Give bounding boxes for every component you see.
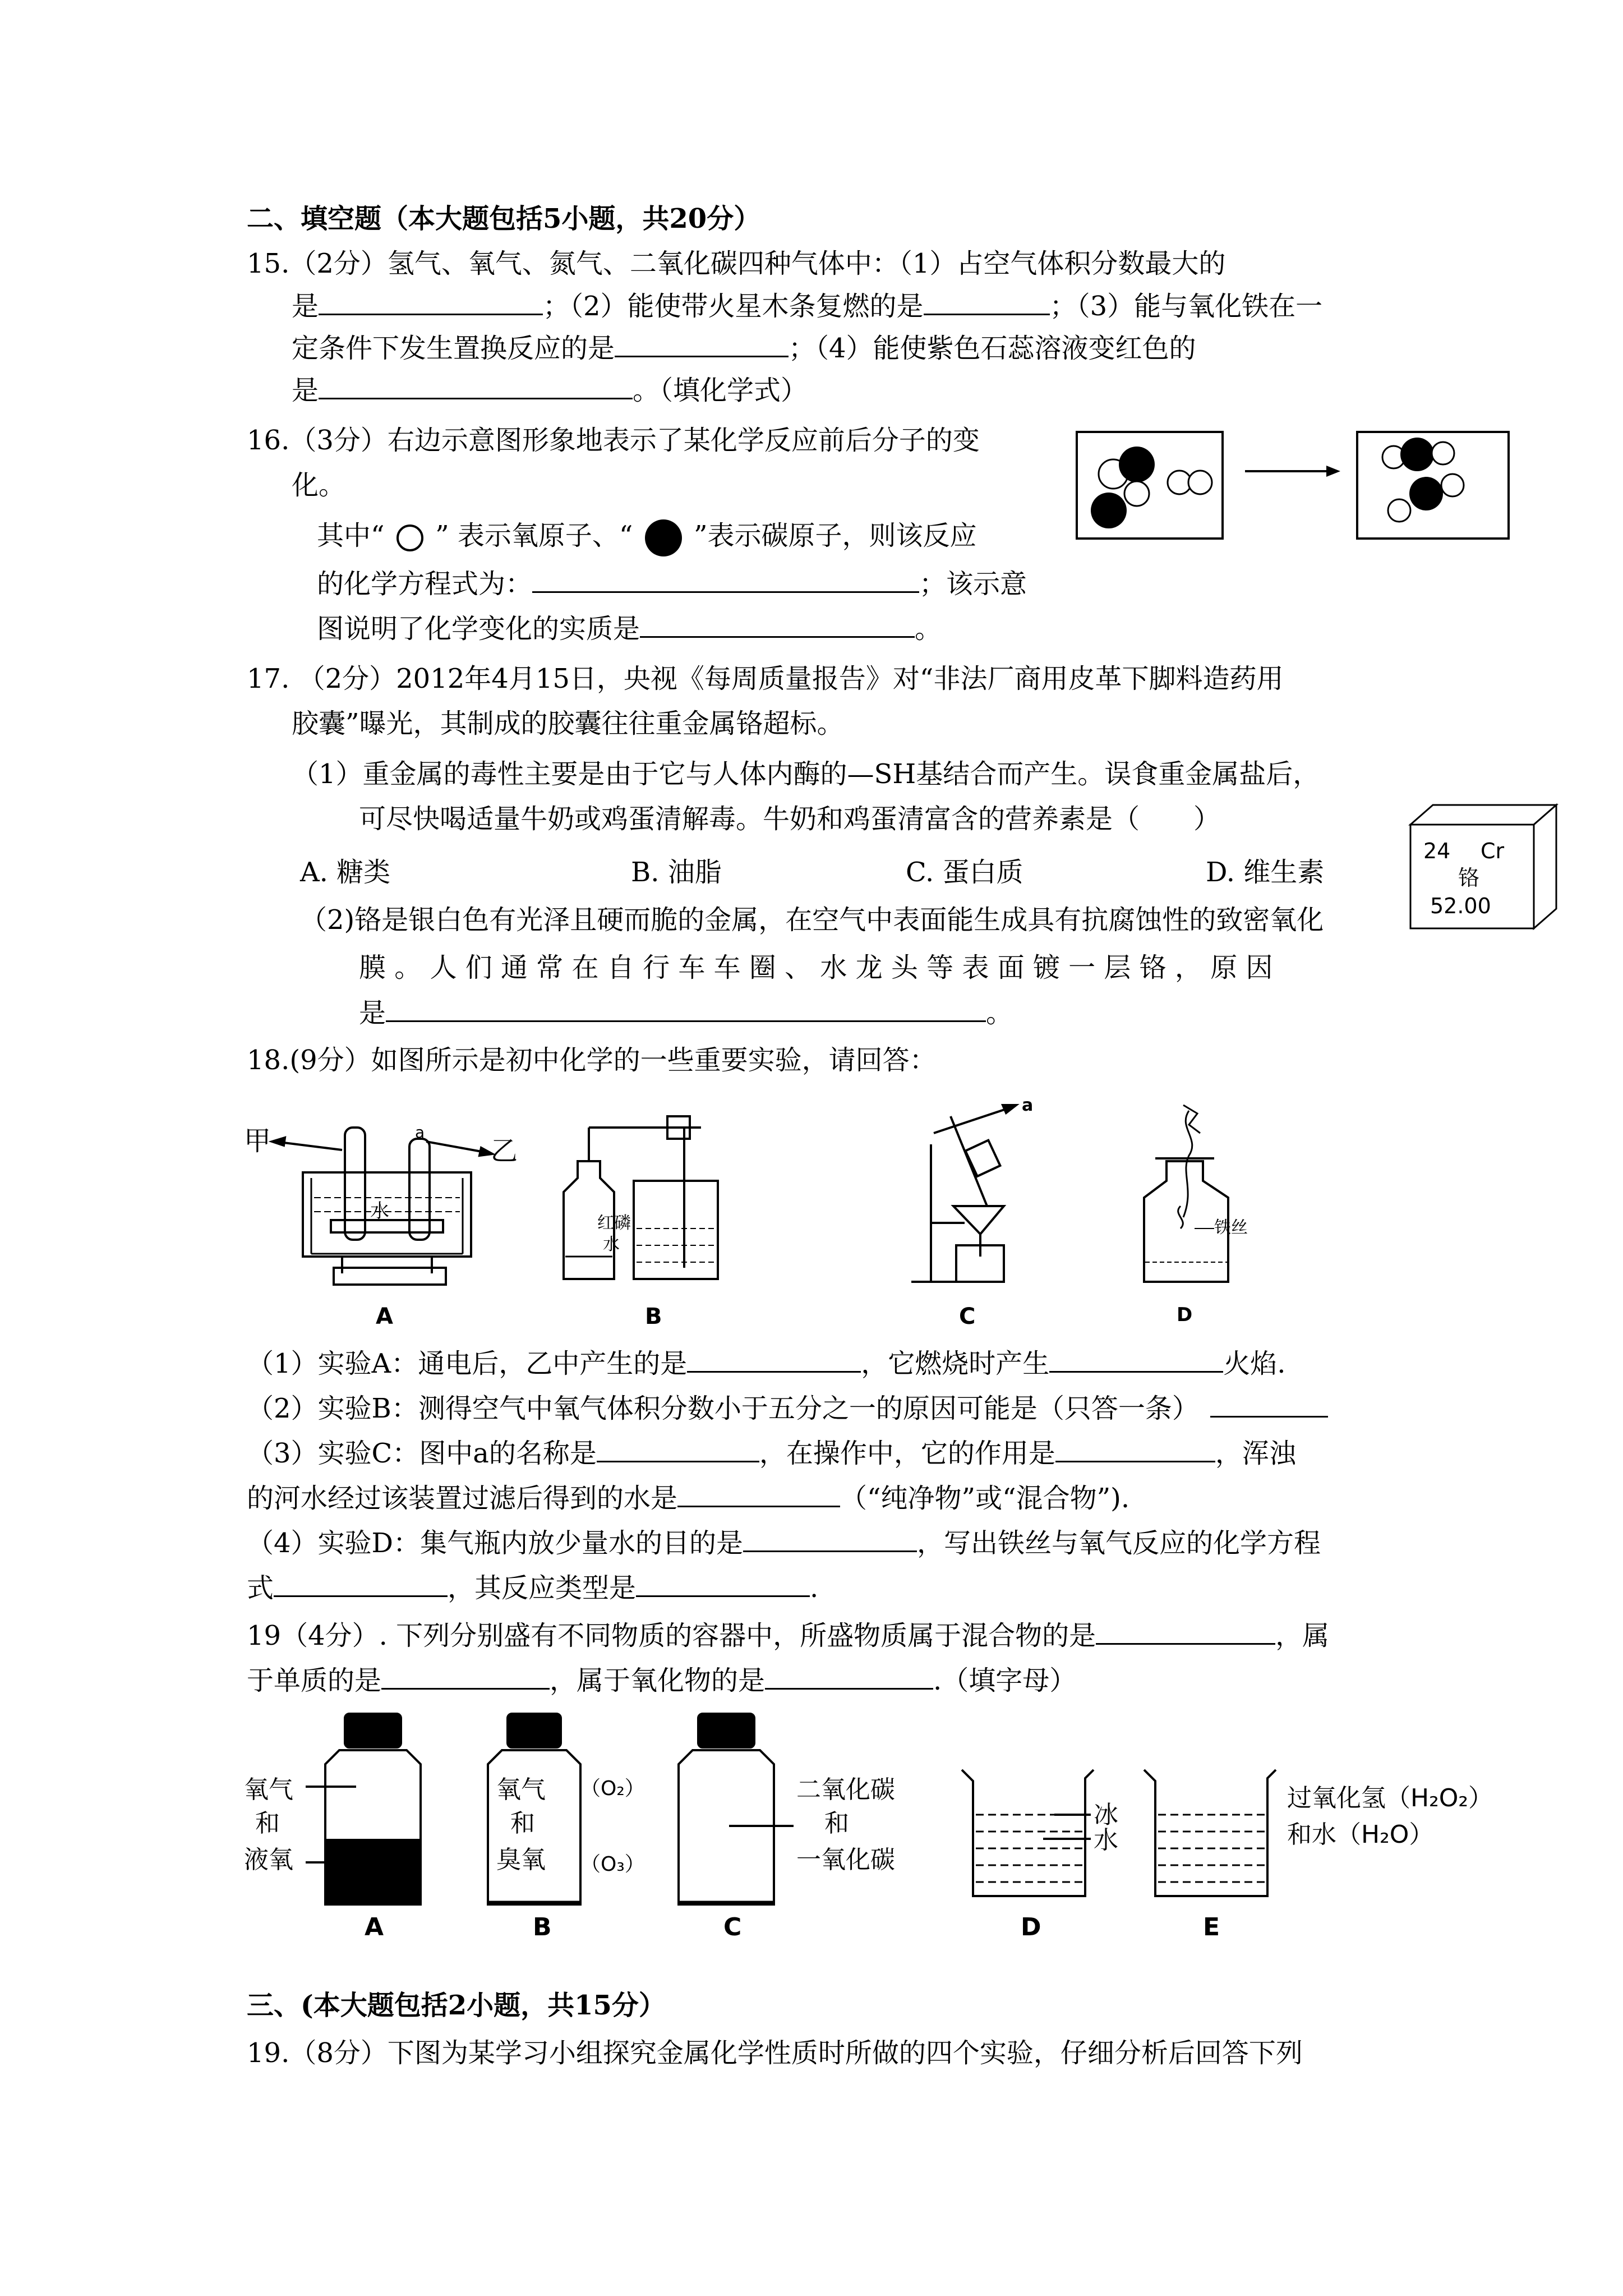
bottle-b-label2: 和 xyxy=(510,1809,535,1838)
q15-blank3[interactable] xyxy=(615,331,789,357)
q18-sub4: （4）实验D：集气瓶内放少量水的目的是 ，写出铁丝与氧气反应的化学方程 xyxy=(247,1526,1321,1560)
carbon-atom xyxy=(1119,447,1155,482)
q17-line2: 胶囊”曝光，其制成的胶囊往往重金属铬超标。 xyxy=(292,708,844,739)
svg-text:水: 水 xyxy=(370,1200,389,1222)
chromium-element-card xyxy=(1408,802,1559,934)
svg-text:红磷: 红磷 xyxy=(597,1213,631,1233)
q18-blank3[interactable] xyxy=(1210,1391,1328,1418)
section-title: 二、填空题（本大题包括5小题，共20分） xyxy=(247,203,761,234)
q17-line3: （1）重金属的毒性主要是由于它与人体内酶的—SH基结合而产生。误食重金属盐后， xyxy=(292,758,1320,790)
q18-blank5[interactable] xyxy=(1055,1436,1215,1462)
beaker-d-label1: 冰 xyxy=(1094,1801,1118,1829)
q15-line2: 是 ；（2）能使带火星木条复燃的是 ；（3）能与氧化铁在一 xyxy=(292,289,1322,323)
bottle-c-label2: 和 xyxy=(824,1809,849,1838)
fig-label-c: C xyxy=(959,1304,976,1329)
apparatus-b-red-phosphorus xyxy=(564,1116,718,1279)
q17-blank[interactable] xyxy=(386,996,986,1022)
bottle-b-formula-o2: （O₂） xyxy=(580,1777,645,1800)
q18-blank6[interactable] xyxy=(677,1481,840,1507)
q18-blank1[interactable] xyxy=(687,1346,861,1373)
bottle-b-formula-o3: （O₃） xyxy=(580,1853,645,1876)
bottle-a-label2: 和 xyxy=(255,1809,280,1838)
bottle-a-label1: 氧气 xyxy=(244,1775,293,1804)
svg-text:a: a xyxy=(1022,1096,1034,1115)
carbon-atom-symbol xyxy=(645,519,682,556)
q18-blank4[interactable] xyxy=(597,1436,759,1462)
container-label-c: C xyxy=(723,1913,742,1941)
svg-text:乙: 乙 xyxy=(491,1135,518,1167)
q16-blank2[interactable] xyxy=(640,611,915,638)
q17-line7: 膜 。 人 们 通 常 在 自 行 车 车 圈 、 水 龙 头 等 表 面 镀 一 层 铬 ， 原 因 xyxy=(359,952,1273,983)
q16-line5: 图说明了化学变化的实质是 。 xyxy=(317,611,942,646)
molecule-diagram xyxy=(1074,426,1517,544)
beaker-e-label2: 和水（H₂O） xyxy=(1287,1820,1434,1849)
q18-sub2: （2）实验B：测得空气中氧气体积分数小于五分之一的原因可能是（只答一条） xyxy=(247,1391,1328,1425)
container-label-a: A xyxy=(365,1913,384,1941)
q15-blank1[interactable] xyxy=(319,289,543,315)
oxygen-atom-symbol xyxy=(396,524,423,551)
q18-blank8[interactable] xyxy=(274,1571,448,1597)
bottle-a-label3: 液氧 xyxy=(244,1846,293,1874)
container-label-e: E xyxy=(1203,1913,1220,1941)
q17-line4: 可尽快喝适量牛奶或鸡蛋清解毒。牛奶和鸡蛋清富含的营养素是（ ） xyxy=(359,803,1221,835)
q18-line1: 18.(9分）如图所示是初中化学的一些重要实验，请回答： xyxy=(247,1045,937,1076)
q18-blank7[interactable] xyxy=(743,1526,917,1552)
q18-sub3: （3）实验C：图中a的名称是 ，在操作中，它的作用是 ，浑浊 xyxy=(247,1436,1296,1470)
section3-title: 三、(本大题包括2小题，共15分） xyxy=(247,1990,666,2021)
svg-text:铁丝: 铁丝 xyxy=(1214,1218,1248,1237)
q19b-line1: 19.（8分）下图为某学习小组探究金属化学性质时所做的四个实验，仔细分析后回答下列 xyxy=(247,2037,1303,2069)
q19-blank3[interactable] xyxy=(765,1663,933,1690)
q19-line2: 于单质的是 ，属于氧化物的是 .（填字母） xyxy=(247,1663,1076,1697)
bottle-c-label3: 一氧化碳 xyxy=(796,1846,895,1874)
q15-blank2[interactable] xyxy=(924,289,1050,315)
q17-option-a[interactable]: A. 糖类 xyxy=(300,857,391,888)
element-symbol: Cr xyxy=(1481,839,1505,863)
bottle-b-label3: 臭氧 xyxy=(496,1846,546,1874)
q19-line1: 19（4分）. 下列分别盛有不同物质的容器中，所盛物质属于混合物的是 ，属 xyxy=(247,1618,1329,1653)
q15-line1: 15.（2分）氢气、氧气、氮气、二氧化碳四种气体中：（1）占空气体积分数最大的 xyxy=(247,248,1226,279)
fig-label-b: B xyxy=(645,1304,662,1329)
q17-option-d[interactable]: D. 维生素 xyxy=(1206,857,1325,888)
bottle-b-label1: 氧气 xyxy=(496,1775,546,1804)
q16-line2: 化。 xyxy=(292,470,346,501)
bottle-a xyxy=(306,1714,421,1904)
svg-text:a: a xyxy=(415,1123,425,1142)
q15-line4: 是 。（填化学式） xyxy=(292,373,808,407)
q19-blank2[interactable] xyxy=(381,1663,550,1690)
experiment-apparatus-figure xyxy=(241,1094,1307,1329)
container-label-b: B xyxy=(533,1913,552,1941)
container-label-d: D xyxy=(1021,1913,1041,1941)
q18-blank9[interactable] xyxy=(636,1571,810,1597)
beaker-d-label2: 水 xyxy=(1094,1826,1118,1855)
beaker-e xyxy=(1144,1770,1276,1896)
beaker-d xyxy=(962,1770,1094,1896)
element-mass: 52.00 xyxy=(1430,894,1491,918)
bottle-c xyxy=(679,1714,794,1904)
q18-sub1: （1）实验A：通电后，乙中产生的是 ，它燃烧时产生 火焰. xyxy=(247,1346,1286,1381)
q18-sub4-cont: 式 ，其反应类型是 . xyxy=(247,1571,818,1605)
q17-option-b[interactable]: B. 油脂 xyxy=(631,857,722,888)
q18-sub3-cont: 的河水经过该装置过滤后得到的水是 （“纯净物”或“混合物”). xyxy=(247,1481,1129,1515)
q19-blank1[interactable] xyxy=(1096,1618,1275,1645)
q18-blank2[interactable] xyxy=(1049,1346,1223,1373)
q16-line4: 的化学方程式为： ；该示意 xyxy=(317,567,1027,601)
q15-line3: 定条件下发生置换反应的是 ；（4）能使紫色石蕊溶液变红色的 xyxy=(292,331,1196,365)
apparatus-d-iron-wire xyxy=(1144,1105,1248,1282)
bottle-c-label1: 二氧化碳 xyxy=(796,1775,895,1804)
q16-blank1[interactable] xyxy=(532,567,919,593)
q15-blank4[interactable] xyxy=(319,373,633,399)
q17-line6: （2)铬是银白色有光泽且硬而脆的金属，在空气中表面能生成具有抗腐蚀性的致密氧化 xyxy=(300,904,1324,936)
fig-label-d: D xyxy=(1177,1304,1193,1326)
containers-figure xyxy=(241,1705,1548,1941)
apparatus-a-electrolysis xyxy=(244,1123,518,1285)
element-name: 铬 xyxy=(1458,866,1480,890)
q16-line3: 其中“ ” 表示氧原子、“ ”表示碳原子，则该反应 xyxy=(317,519,977,556)
q17-option-c[interactable]: C. 蛋白质 xyxy=(906,857,1023,888)
q16-line1: 16.（3分）右边示意图形象地表示了某化学反应前后分子的变 xyxy=(247,425,980,456)
q17-line1: 17. （2分）2012年4月15日，央视《每周质量报告》对“非法厂商用皮革下脚料造药用 xyxy=(247,663,1284,694)
apparatus-c-filtration xyxy=(911,1096,1033,1282)
svg-text:甲: 甲 xyxy=(244,1125,271,1157)
beaker-e-label1: 过氧化氢（H₂O₂） xyxy=(1287,1784,1493,1812)
q17-line8: 是 。 xyxy=(359,996,1013,1030)
element-number: 24 xyxy=(1423,839,1451,863)
fig-label-a: A xyxy=(376,1304,393,1329)
svg-text:水: 水 xyxy=(603,1235,620,1254)
